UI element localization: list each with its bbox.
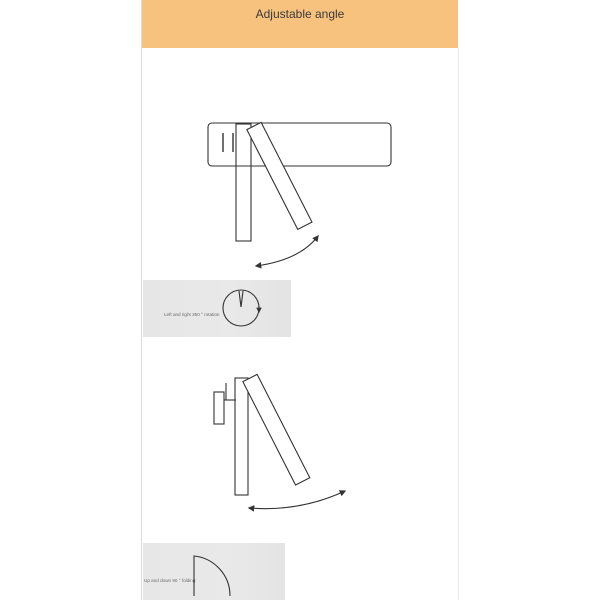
folding-caption-box xyxy=(143,543,285,600)
folding-diagram xyxy=(214,374,345,508)
page-title: Adjustable angle xyxy=(255,7,345,21)
rotation-arrow xyxy=(256,236,318,266)
vertical-arm-side xyxy=(235,378,248,495)
folding-arm xyxy=(243,374,310,485)
base-plate xyxy=(208,123,391,166)
wall-mount xyxy=(214,392,224,424)
vertical-arm xyxy=(236,124,251,241)
folding-arrow xyxy=(249,491,345,509)
rotation-caption: Left and right 350 ° rotation xyxy=(164,312,220,317)
rotation-diagram xyxy=(208,122,391,266)
rotation-caption-box xyxy=(143,280,291,337)
folding-caption: Up and down 90 ° folding xyxy=(144,578,196,583)
